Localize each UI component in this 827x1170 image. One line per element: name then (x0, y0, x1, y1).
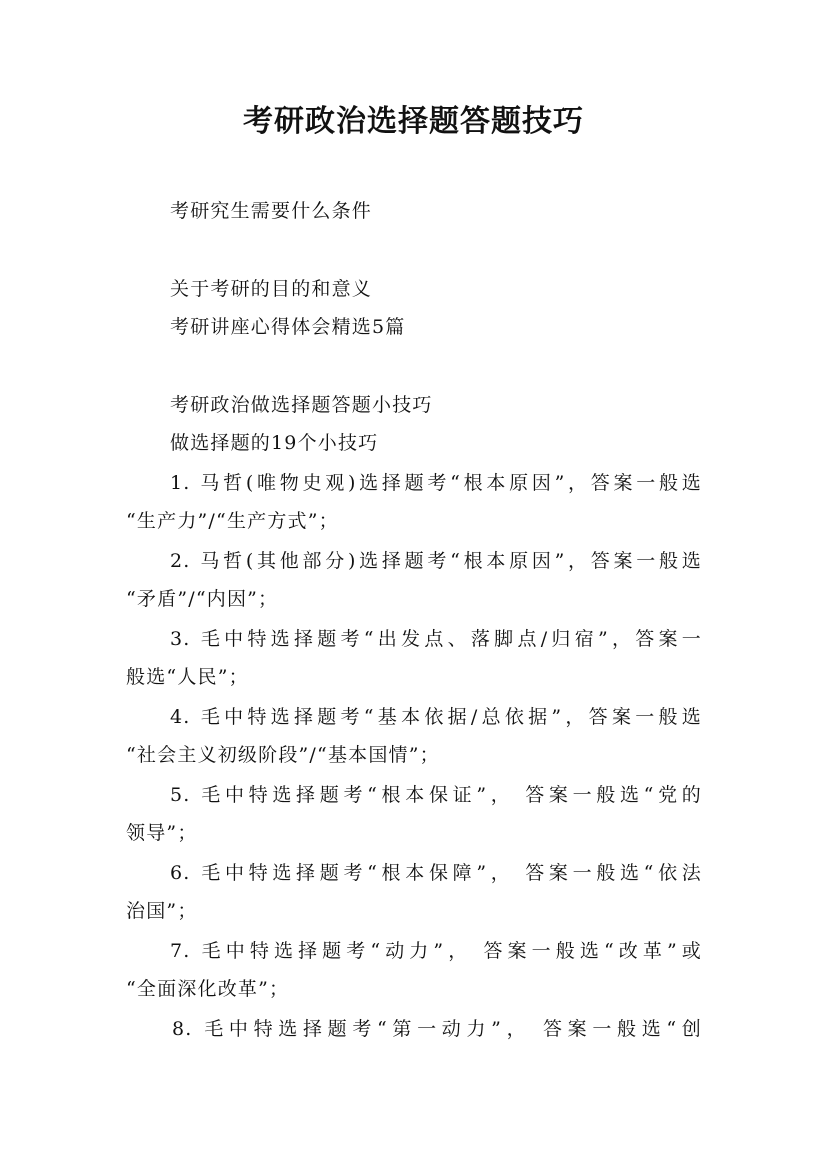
tip-item-1-line1: 1. 马哲(唯物史观)选择题考“根本原因”，答案一般选 (170, 472, 702, 494)
tip-item-4-line2: “社会主义初级阶段”/“基本国情”； (126, 744, 440, 766)
tip-item-5-line1: 5. 毛中特选择题考“根本保证”， 答案一般选“党的 (170, 784, 702, 806)
tip-item-4-line1: 4. 毛中特选择题考“基本依据/总依据”，答案一般选 (170, 706, 702, 728)
document-title: 考研政治选择题答题技巧 (243, 104, 584, 139)
tip-item-8-line1: 8. 毛中特选择题考“第一动力”， 答案一般选“创 (172, 1018, 702, 1040)
related-link[interactable]: 考研讲座心得体会精选5篇 (170, 316, 406, 338)
related-link[interactable]: 关于考研的目的和意义 (170, 278, 373, 300)
tip-item-2-line2: “矛盾”/“内因”； (126, 588, 279, 610)
section-heading: 考研政治做选择题答题小技巧 (170, 394, 433, 416)
tip-item-7-line1: 7. 毛中特选择题考“动力”， 答案一般选“改革”或 (170, 940, 702, 962)
tip-item-3-line1: 3. 毛中特选择题考“出发点、落脚点/归宿”，答案一 (170, 628, 702, 650)
related-link[interactable]: 考研究生需要什么条件 (170, 200, 373, 222)
section-subheading: 做选择题的19个小技巧 (170, 432, 379, 454)
tip-item-2-line1: 2. 马哲(其他部分)选择题考“根本原因”，答案一般选 (170, 550, 702, 572)
tip-item-6-line1: 6. 毛中特选择题考“根本保障”， 答案一般选“依法 (170, 862, 702, 884)
tip-item-5-line2: 领导”； (126, 822, 198, 844)
tip-item-1-line2: “生产力”/“生产方式”； (126, 510, 339, 532)
tip-item-7-line2: “全面深化改革”； (126, 978, 290, 1000)
tip-item-6-line2: 治国”； (126, 900, 198, 922)
tip-item-3-line2: 般选“人民”； (126, 666, 249, 688)
